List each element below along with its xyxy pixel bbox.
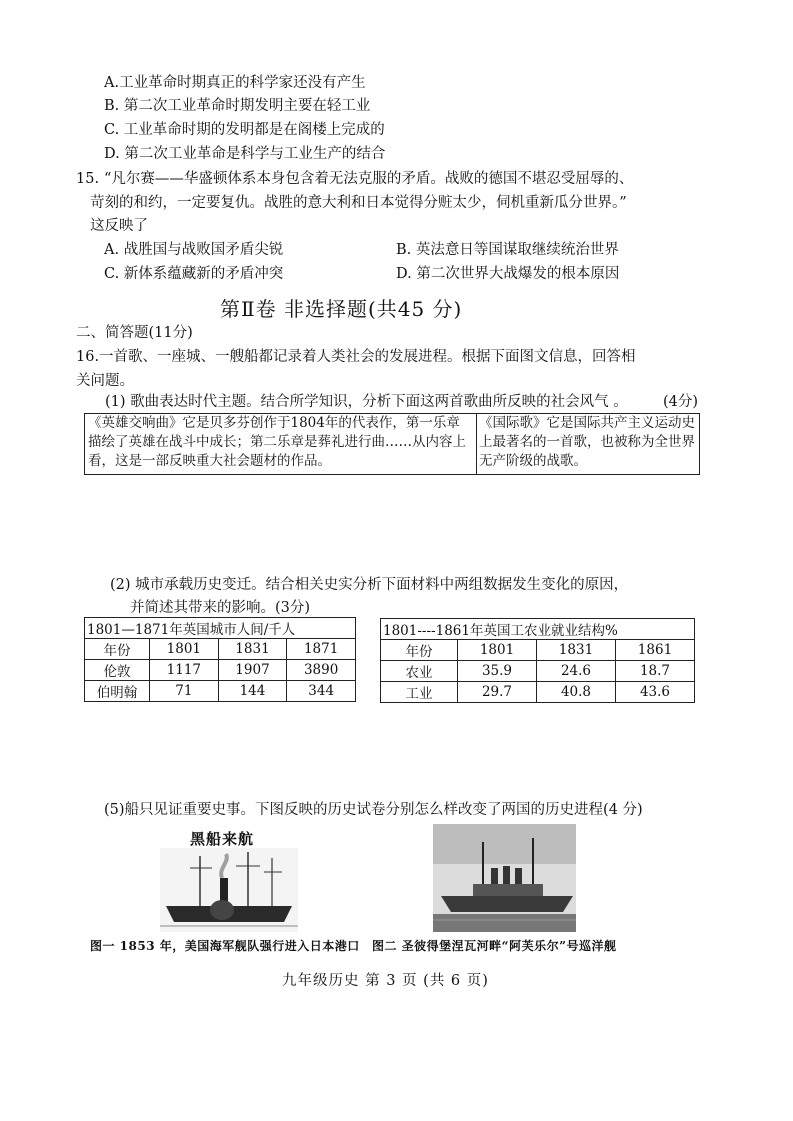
table-cell: 1831 — [536, 640, 615, 661]
table-cell: 18.7 — [615, 661, 694, 682]
black-ship-illustration — [160, 848, 298, 932]
table-cell: 35.9 — [458, 661, 537, 682]
q14-option-d: D. 第二次工业革命是科学与工业生产的结合 — [104, 146, 386, 162]
part2-title: 第Ⅱ卷 非选择题(共45 分) — [220, 297, 463, 321]
table-cell: 29.7 — [458, 682, 537, 703]
table-cell: 144 — [218, 681, 287, 702]
aurora-cruiser-photo — [433, 824, 576, 932]
table-cell: 344 — [287, 681, 356, 702]
q16-sub2-line1: (2) 城市承载历史变迁。结合相关史实分析下面材料中两组数据发生变化的原因， — [110, 577, 629, 593]
fig1-title: 黑船来航 — [190, 830, 255, 848]
table-cell: 1117 — [150, 660, 219, 681]
section-heading: 二、简答题(11分) — [76, 325, 193, 341]
q14-option-a: A.工业革命时期真正的科学家还没有产生 — [104, 75, 366, 91]
table-cell: 伯明翰 — [85, 681, 150, 702]
table-row — [381, 640, 695, 661]
q16-sub2-line2: 并简述其带来的影响。(3分) — [130, 600, 311, 616]
table-row — [85, 660, 356, 681]
table-cell: 农业 — [381, 661, 458, 682]
table-cell: 年份 — [85, 639, 150, 660]
table-cell: 1907 — [218, 660, 287, 681]
table-cell: 1871 — [287, 639, 356, 660]
table-cell: 1801 — [150, 639, 219, 660]
table-row — [381, 661, 695, 682]
q15-option-d: D. 第二次世界大战爆发的根本原因 — [396, 266, 620, 282]
table-row — [85, 681, 356, 702]
table-cell: 24.6 — [536, 661, 615, 682]
employment-structure-table — [380, 618, 695, 703]
q15-stem-line3: 这反映了 — [90, 218, 148, 234]
page-footer: 九年级历史 第 3 页 (共 6 页) — [282, 973, 489, 989]
city-table-caption: 1801—1871年英国城市人间/千人 — [85, 618, 356, 639]
q15-option-a: A. 战胜国与战败国矛盾尖锐 — [104, 242, 284, 258]
employment-table-caption: 1801----1861年英国工农业就业结构% — [381, 619, 695, 640]
song-right-text: 《国际歌》它是国际共产主义运动史上最著名的一首歌，也被称为全世界无产阶级的战歌。 — [479, 415, 695, 469]
table-cell: 71 — [150, 681, 219, 702]
q15-stem-line2: 苛刻的和约，一定要复仇。战胜的意大利和日本觉得分赃太少，伺机重新瓜分世界。” — [90, 195, 627, 211]
song-left-text: 《英雄交响曲》它是贝多芬创作于1804年的代表作，第一乐章描绘了英雄在战斗中成长；第二乐章是葬礼进行曲……从内容上看，这是一部反映重大社会题材的作品。 — [85, 414, 477, 474]
q16-stem-line2: 关问题。 — [76, 373, 134, 389]
q16-sub1: (1) 歌曲表达时代主题。结合所学知识，分析下面这两首歌曲所反映的社会风气 。 — [105, 394, 628, 410]
fig2-caption: 图二 圣彼得堡涅瓦河畔“阿芙乐尔”号巡洋舰 — [372, 939, 617, 953]
q16-stem-line1: 16.一首歌、一座城、一艘船都记录着人类社会的发展进程。根据下面图文信息，回答相 — [76, 349, 636, 365]
q16-sub3: (5)船只见证重要史事。下图反映的历史试卷分别怎么样改变了两国的历史进程(4 分) — [104, 802, 643, 818]
table-cell: 40.8 — [536, 682, 615, 703]
song-material-box — [84, 413, 700, 475]
city-population-table — [84, 617, 356, 702]
fig1-caption: 图一 1853 年，美国海军舰队强行进入日本港口 — [90, 939, 360, 953]
q15-stem-line1: “凡尔赛——华盛顿体系本身包含着无法克服的矛盾。战败的德国不堪忍受屈辱的、 — [104, 171, 634, 187]
q15-option-c: C. 新体系蕴藏新的矛盾冲突 — [104, 266, 284, 282]
q14-option-c: C. 工业革命时期的发明都是在阁楼上完成的 — [104, 122, 385, 138]
table-cell: 1801 — [458, 640, 537, 661]
table-cell: 43.6 — [615, 682, 694, 703]
table-cell: 1831 — [218, 639, 287, 660]
table-cell: 工业 — [381, 682, 458, 703]
q15-option-b: B. 英法意日等国谋取继续统治世界 — [396, 242, 619, 258]
q14-option-b: B. 第二次工业革命时期发明主要在轻工业 — [104, 98, 371, 114]
table-cell: 1861 — [615, 640, 694, 661]
table-cell: 年份 — [381, 640, 458, 661]
table-cell: 3890 — [287, 660, 356, 681]
table-row — [85, 639, 356, 660]
q15-number: 15. — [76, 171, 100, 187]
table-row — [381, 682, 695, 703]
table-cell: 伦敦 — [85, 660, 150, 681]
q16-sub1-score: (4分) — [663, 394, 699, 410]
